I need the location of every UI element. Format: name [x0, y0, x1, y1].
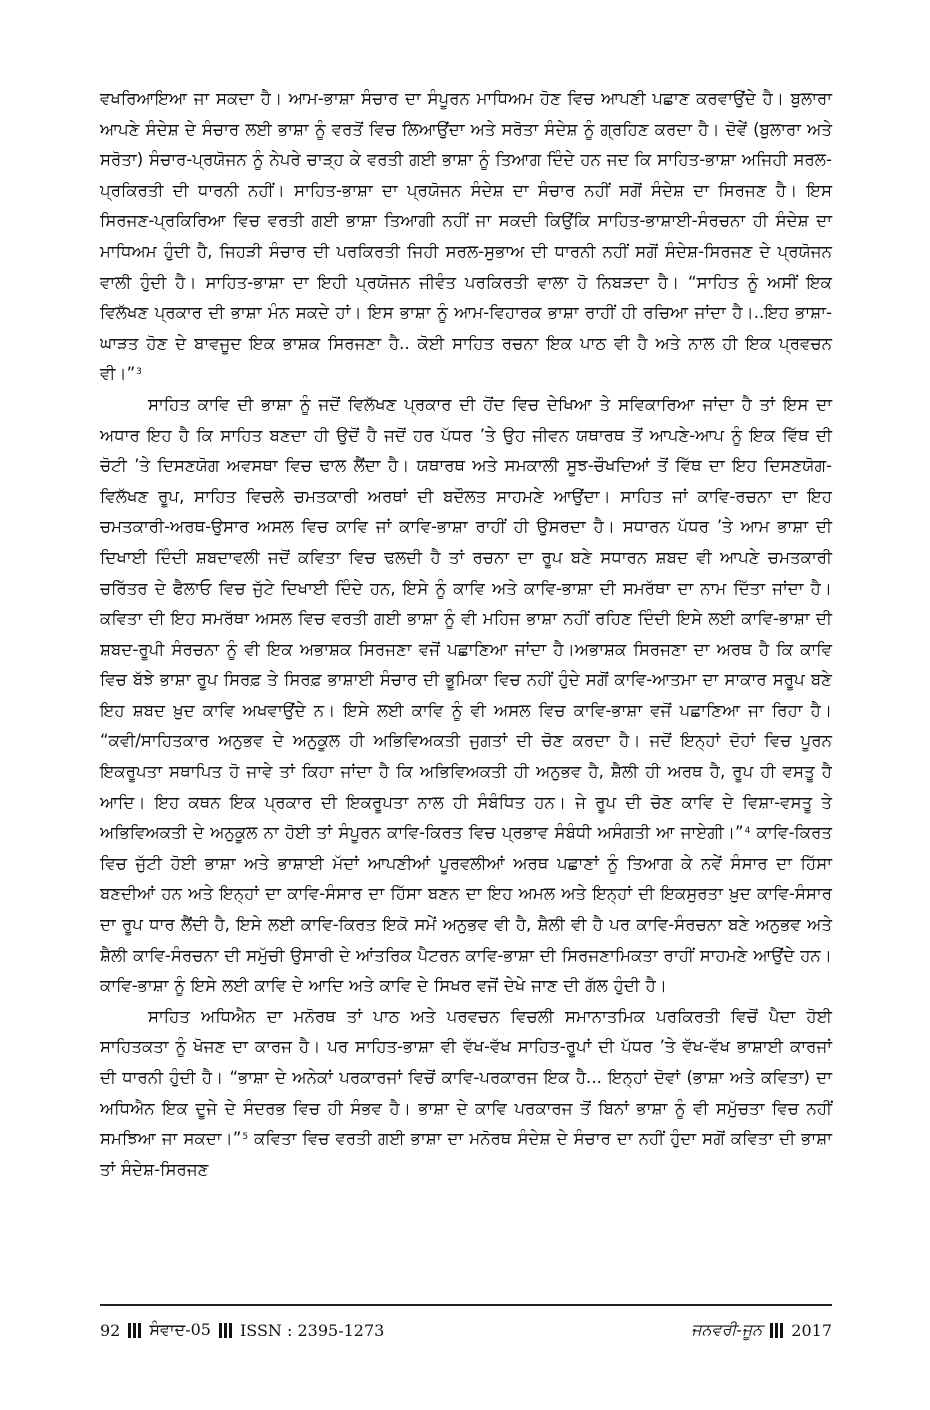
paragraph-3	[100, 1002, 832, 1186]
footer-left	[100, 1320, 384, 1340]
issn-label: ISSN : 2395-1273	[239, 1320, 385, 1340]
issue-year: 2017	[791, 1320, 832, 1340]
paragraph-1	[100, 84, 832, 390]
separator-bars-icon	[770, 1322, 783, 1338]
article-body	[100, 84, 832, 1185]
paragraph-2	[100, 390, 832, 1002]
paragraph-2-tail: ਕਾਵਿ-ਕਿਰਤ ਵਿਚ ਜੁੱਟੀ ਹੋਈ ਭਾਸ਼ਾ ਅਤੇ ਭਾਸ਼ਾਈ ਮੱਦਾਂ ਆਪਣੀਆਂ ਪੂਰਵਲੀਆਂ ਅਰਥ ਪਛਾਣਾਂ ਨੂੰ ਤਿਆਗ ਕੇ ਨਵੇਂ ਸੰਸਾਰ ਦਾ ਹਿੱਸਾ ਬਣਦੀਆਂ ਹਨ ਅਤੇ ਇਨ੍ਹਾਂ ਦਾ ਕਾਵਿ-ਸੰਸਾਰ ਦਾ ਹਿੱਸਾ ਬਣਨ ਦਾ ਇਹ ਅਮਲ ਅਤੇ ਇਨ੍ਹਾਂ ਦੀ ਇਕਸੁਰਤਾ ਖ਼ੁਦ ਕਾਵਿ-ਸੰਸਾਰ ਦਾ ਰੂਪ ਧਾਰ ਲੈਂਦੀ ਹੈ, ਇਸੇ ਲਈ ਕਾਵਿ-ਕਿਰਤ ਇਕੋ ਸਮੇਂ ਅਨੁਭਵ ਵੀ ਹੈ, ਸ਼ੈਲੀ ਵੀ ਹੈ ਪਰ ਕਾਵਿ-ਸੰਰਚਨਾ ਬਣੇ ਅਨੁਭਵ ਅਤੇ ਸ਼ੈਲੀ ਕਾਵਿ-ਸੰਰਚਨਾ ਦੀ ਸਮੁੱਚੀ ਉਸਾਰੀ ਦੇ ਆਂਤਰਿਕ ਪੈਟਰਨ ਕਾਵਿ-ਭਾਸ਼ਾ ਦੀ ਸਿਰਜਣਾਮਿਕਤਾ ਰਾਹੀਂ ਸਾਹਮਣੇ ਆਉਂਦੇ ਹਨ। ਕਾਵਿ-ਭਾਸ਼ਾ ਨੂੰ ਇਸੇ ਲਈ ਕਾਵਿ ਦੇ ਆਦਿ ਅਤੇ ਕਾਵਿ ਦੇ ਸਿਖਰ ਵਜੋਂ ਦੇਖੇ ਜਾਣ ਦੀ ਗੱਲ ਹੁੰਦੀ ਹੈ।	[100, 823, 833, 996]
footnote-ref-5[interactable]: 5	[242, 1132, 249, 1143]
paragraph-3-text: ਸਾਹਿਤ ਅਧਿਐਨ ਦਾ ਮਨੋਰਥ ਤਾਂ ਪਾਠ ਅਤੇ ਪਰਵਚਨ ਵਿਚਲੀ ਸਮਾਨਾਤਮਿਕ ਪਰਕਿਰਤੀ ਵਿਚੋਂ ਪੈਦਾ ਹੋਈ ਸਾਹਿਤਕਤਾ ਨੂੰ ਖੋਜਣ ਦਾ ਕਾਰਜ ਹੈ। ਪਰ ਸਾਹਿਤ-ਭਾਸ਼ਾ ਵੀ ਵੱਖ-ਵੱਖ ਸਾਹਿਤ-ਰੂਪਾਂ ਦੀ ਪੱਧਰ ’ਤੇ ਵੱਖ-ਵੱਖ ਭਾਸ਼ਾਈ ਕਾਰਜਾਂ ਦੀ ਧਾਰਨੀ ਹੁੰਦੀ ਹੈ। “ਭਾਸ਼ਾ ਦੇ ਅਨੇਕਾਂ ਪਰਕਾਰਜਾਂ ਵਿਚੋਂ ਕਾਵਿ-ਪਰਕਾਰਜ ਇਕ ਹੈ... ਇਨ੍ਹਾਂ ਦੋਵਾਂ (ਭਾਸ਼ਾ ਅਤੇ ਕਵਿਤਾ) ਦਾ ਅਧਿਐਨ ਇਕ ਦੂਜੇ ਦੇ ਸੰਦਰਭ ਵਿਚ ਹੀ ਸੰਭਵ ਹੈ। ਭਾਸ਼ਾ ਦੇ ਕਾਵਿ ਪਰਕਾਰਜ ਤੋਂ ਬਿਨਾਂ ਭਾਸ਼ਾ ਨੂੰ ਵੀ ਸਮੁੱਚਤਾ ਵਿਚ ਨਹੀਂ ਸਮਝਿਆ ਜਾ ਸਕਦਾ।”	[100, 1006, 832, 1149]
page-footer	[100, 1320, 832, 1350]
paragraph-2-text: ਸਾਹਿਤ ਕਾਵਿ ਦੀ ਭਾਸ਼ਾ ਨੂੰ ਜਦੋਂ ਵਿਲੱਖਣ ਪ੍ਰਕਾਰ ਦੀ ਹੋਂਦ ਵਿਚ ਦੇਖਿਆ ਤੇ ਸਵਿਕਾਰਿਆ ਜਾਂਦਾ ਹੈ ਤਾਂ ਇਸ ਦਾ ਅਧਾਰ ਇਹ ਹੈ ਕਿ ਸਾਹਿਤ ਬਣਦਾ ਹੀ ਉਦੋਂ ਹੈ ਜਦੋਂ ਹਰ ਪੱਧਰ ’ਤੇ ਉਹ ਜੀਵਨ ਯਥਾਰਥ ਤੋਂ ਆਪਣੇ-ਆਪ ਨੂੰ ਇਕ ਵਿੱਥ ਦੀ ਚੋਟੀ ’ਤੇ ਦਿਸਣਯੋਗ ਅਵਸਥਾ ਵਿਚ ਢਾਲ ਲੈਂਦਾ ਹੈ। ਯਥਾਰਥ ਅਤੇ ਸਮਕਾਲੀ ਸੂਝ-ਚੌਖਦਿਆਂ ਤੋਂ ਵਿੱਥ ਦਾ ਇਹ ਦਿਸਣਯੋਗ-ਵਿਲੱਖਣ ਰੂਪ, ਸਾਹਿਤ ਵਿਚਲੇ ਚਮਤਕਾਰੀ ਅਰਥਾਂ ਦੀ ਬਦੌਲਤ ਸਾਹਮਣੇ ਆਉਂਦਾ। ਸਾਹਿਤ ਜਾਂ ਕਾਵਿ-ਰਚਨਾ ਦਾ ਇਹ ਚਮਤਕਾਰੀ-ਅਰਥ-ਉਸਾਰ ਅਸਲ ਵਿਚ ਕਾਵਿ ਜਾਂ ਕਾਵਿ-ਭਾਸ਼ਾ ਰਾਹੀਂ ਹੀ ਉਸਰਦਾ ਹੈ। ਸਧਾਰਨ ਪੱਧਰ ’ਤੇ ਆਮ ਭਾਸ਼ਾ ਦੀ ਦਿਖਾਈ ਦਿੰਦੀ ਸ਼ਬਦਾਵਲੀ ਜਦੋਂ ਕਵਿਤਾ ਵਿਚ ਢਲਦੀ ਹੈ ਤਾਂ ਰਚਨਾ ਦਾ ਰੂਪ ਬਣੇ ਸਧਾਰਨ ਸ਼ਬਦ ਵੀ ਆਪਣੇ ਚਮਤਕਾਰੀ ਚਰਿੱਤਰ ਦੇ ਫੈਲਾਓ ਵਿਚ ਜੁੱਟੇ ਦਿਖਾਈ ਦਿੰਦੇ ਹਨ, ਇਸੇ ਨੂੰ ਕਾਵਿ ਅਤੇ ਕਾਵਿ-ਭਾਸ਼ਾ ਦੀ ਸਮਰੱਥਾ ਦਾ ਨਾਮ ਦਿੱਤਾ ਜਾਂਦਾ ਹੈ। ਕਵਿਤਾ ਦੀ ਇਹ ਸਮਰੱਥਾ ਅਸਲ ਵਿਚ ਵਰਤੀ ਗਈ ਭਾਸ਼ਾ ਨੂੰ ਵੀ ਮਹਿਜ ਭਾਸ਼ਾ ਨਹੀਂ ਰਹਿਣ ਦਿੰਦੀ ਇਸੇ ਲਈ ਕਾਵਿ-ਭਾਸ਼ਾ ਦੀ ਸ਼ਬਦ-ਰੂਪੀ ਸੰਰਚਨਾ ਨੂੰ ਵੀ ਇਕ ਅਭਾਸ਼ਕ ਸਿਰਜਣਾ ਵਜੋਂ ਪਛਾਣਿਆ ਜਾਂਦਾ ਹੈ।ਅਭਾਸ਼ਕ ਸਿਰਜਣਾ ਦਾ ਅਰਥ ਹੈ ਕਿ ਕਾਵਿ ਵਿਚ ਬੱਝੇ ਭਾਸ਼ਾ ਰੂਪ ਸਿਰਫ਼ ਤੇ ਸਿਰਫ਼ ਭਾਸ਼ਾਈ ਸੰਚਾਰ ਦੀ ਭੂਮਿਕਾ ਵਿਚ ਨਹੀਂ ਹੁੰਦੇ ਸਗੋਂ ਕਾਵਿ-ਆਤਮਾ ਦਾ ਸਾਕਾਰ ਸਰੂਪ ਬਣੇ ਇਹ ਸ਼ਬਦ ਖ਼ੁਦ ਕਾਵਿ ਅਖਵਾਉਂਦੇ ਨ। ਇਸੇ ਲਈ ਕਾਵਿ ਨੂੰ ਵੀ ਅਸਲ ਵਿਚ ਕਾਵਿ-ਭਾਸ਼ਾ ਵਜੋਂ ਪਛਾਣਿਆ ਜਾ ਰਿਹਾ ਹੈ। “ਕਵੀ/ਸਾਹਿਤਕਾਰ ਅਨੁਭਵ ਦੇ ਅਨੁਕੂਲ ਹੀ ਅਭਿਵਿਅਕਤੀ ਜੁਗਤਾਂ ਦੀ ਚੋਣ ਕਰਦਾ ਹੈ। ਜਦੋਂ ਇਨ੍ਹਾਂ ਦੋਹਾਂ ਵਿਚ ਪੂਰਨ ਇਕਰੂਪਤਾ ਸਥਾਪਿਤ ਹੋ ਜਾਵੇ ਤਾਂ ਕਿਹਾ ਜਾਂਦਾ ਹੈ ਕਿ ਅਭਿਵਿਅਕਤੀ ਹੀ ਅਨੁਭਵ ਹੈ, ਸ਼ੈਲੀ ਹੀ ਅਰਥ ਹੈ, ਰੂਪ ਹੀ ਵਸਤੂ ਹੈ ਆਦਿ। ਇਹ ਕਥਨ ਇਕ ਪ੍ਰਕਾਰ ਦੀ ਇਕਰੂਪਤਾ ਨਾਲ ਹੀ ਸੰਬੰਧਿਤ ਹਨ। ਜੇ ਰੂਪ ਦੀ ਚੋਣ ਕਾਵਿ ਦੇ ਵਿਸ਼ਾ-ਵਸਤੂ ਤੇ ਅਭਿਵਿਅਕਤੀ ਦੇ ਅਨੁਕੂਲ ਨਾ ਹੋਈ ਤਾਂ ਸੰਪੂਰਨ ਕਾਵਿ-ਕਿਰਤ ਵਿਚ ਪ੍ਰਭਾਵ ਸੰਬੰਧੀ ਅਸੰਗਤੀ ਆ ਜਾਏਗੀ।”	[100, 394, 832, 843]
separator-bars-icon	[128, 1322, 141, 1338]
footer-rule	[100, 1304, 832, 1306]
separator-bars-icon	[219, 1322, 232, 1338]
paragraph-1-text: ਵਖਰਿਆਇਆ ਜਾ ਸਕਦਾ ਹੈ। ਆਮ-ਭਾਸ਼ਾ ਸੰਚਾਰ ਦਾ ਸੰਪੂਰਨ ਮਾਧਿਅਮ ਹੋਣ ਵਿਚ ਆਪਣੀ ਪਛਾਣ ਕਰਵਾਉਂਦੇ ਹੈ। ਬੁਲਾਰਾ ਆਪਣੇ ਸੰਦੇਸ਼ ਦੇ ਸੰਚਾਰ ਲਈ ਭਾਸ਼ਾ ਨੂੰ ਵਰਤੋਂ ਵਿਚ ਲਿਆਉਂਦਾ ਅਤੇ ਸਰੋਤਾ ਸੰਦੇਸ਼ ਨੂੰ ਗ੍ਰਹਿਣ ਕਰਦਾ ਹੈ। ਦੋਵੇਂ (ਬੁਲਾਰਾ ਅਤੇ ਸਰੋਤਾ) ਸੰਚਾਰ-ਪ੍ਰਯੋਜਨ ਨੂੰ ਨੇਪਰੇ ਚਾੜ੍ਹ ਕੇ ਵਰਤੀ ਗਈ ਭਾਸ਼ਾ ਨੂੰ ਤਿਆਗ ਦਿੰਦੇ ਹਨ ਜਦ ਕਿ ਸਾਹਿਤ-ਭਾਸ਼ਾ ਅਜਿਹੀ ਸਰਲ-ਪ੍ਰਕਿਰਤੀ ਦੀ ਧਾਰਨੀ ਨਹੀਂ। ਸਾਹਿਤ-ਭਾਸ਼ਾ ਦਾ ਪ੍ਰਯੋਜਨ ਸੰਦੇਸ਼ ਦਾ ਸੰਚਾਰ ਨਹੀਂ ਸਗੋਂ ਸੰਦੇਸ਼ ਦਾ ਸਿਰਜਣ ਹੈ। ਇਸ ਸਿਰਜਣ-ਪ੍ਰਕਿਰਿਆ ਵਿਚ ਵਰਤੀ ਗਈ ਭਾਸ਼ਾ ਤਿਆਗੀ ਨਹੀਂ ਜਾ ਸਕਦੀ ਕਿਉਂਕਿ ਸਾਹਿਤ-ਭਾਸ਼ਾਈ-ਸੰਰਚਨਾ ਹੀ ਸੰਦੇਸ਼ ਦਾ ਮਾਧਿਅਮ ਹੁੰਦੀ ਹੈ, ਜਿਹੜੀ ਸੰਚਾਰ ਦੀ ਪਰਕਿਰਤੀ ਜਿਹੀ ਸਰਲ-ਸੁਭਾਅ ਦੀ ਧਾਰਨੀ ਨਹੀਂ ਸਗੋਂ ਸੰਦੇਸ਼-ਸਿਰਜਣ ਦੇ ਪ੍ਰਯੋਜਨ ਵਾਲੀ ਹੁੰਦੀ ਹੈ। ਸਾਹਿਤ-ਭਾਸ਼ਾ ਦਾ ਇਹੀ ਪ੍ਰਯੋਜਨ ਜੀਵੰਤ ਪਰਕਿਰਤੀ ਵਾਲਾ ਹੋ ਨਿਬੜਦਾ ਹੈ। “ਸਾਹਿਤ ਨੂੰ ਅਸੀਂ ਇਕ ਵਿਲੱਖਣ ਪ੍ਰਕਾਰ ਦੀ ਭਾਸ਼ਾ ਮੰਨ ਸਕਦੇ ਹਾਂ। ਇਸ ਭਾਸ਼ਾ ਨੂੰ ਆਮ-ਵਿਹਾਰਕ ਭਾਸ਼ਾ ਰਾਹੀਂ ਹੀ ਰਚਿਆ ਜਾਂਦਾ ਹੈ।..ਇਹ ਭਾਸ਼ਾ-ਘਾੜਤ ਹੋਣ ਦੇ ਬਾਵਜੂਦ ਇਕ ਭਾਸ਼ਕ ਸਿਰਜਣਾ ਹੈ.. ਕੋਈ ਸਾਹਿਤ ਰਚਨਾ ਇਕ ਪਾਠ ਵੀ ਹੈ ਅਤੇ ਨਾਲ ਹੀ ਇਕ ਪ੍ਰਵਚਨ ਵੀ।”	[100, 89, 832, 384]
footer-right	[691, 1320, 832, 1340]
issue-months: ਜਨਵਰੀ-ਜੂਨ	[691, 1320, 763, 1339]
page-number: 92	[100, 1320, 121, 1340]
journal-name: ਸੰਵਾਦ-05	[149, 1320, 211, 1339]
paragraph-3-tail: ਕਵਿਤਾ ਵਿਚ ਵਰਤੀ ਗਈ ਭਾਸ਼ਾ ਦਾ ਮਨੋਰਥ ਸੰਦੇਸ਼ ਦੇ ਸੰਚਾਰ ਦਾ ਨਹੀਂ ਹੁੰਦਾ ਸਗੋਂ ਕਵਿਤਾ ਦੀ ਭਾਸ਼ਾ ਤਾਂ ਸੰਦੇਸ਼-ਸਿਰਜਣ	[100, 1129, 832, 1179]
footnote-ref-4[interactable]: 4	[744, 826, 751, 837]
footnote-ref-3[interactable]: 3	[136, 367, 142, 378]
